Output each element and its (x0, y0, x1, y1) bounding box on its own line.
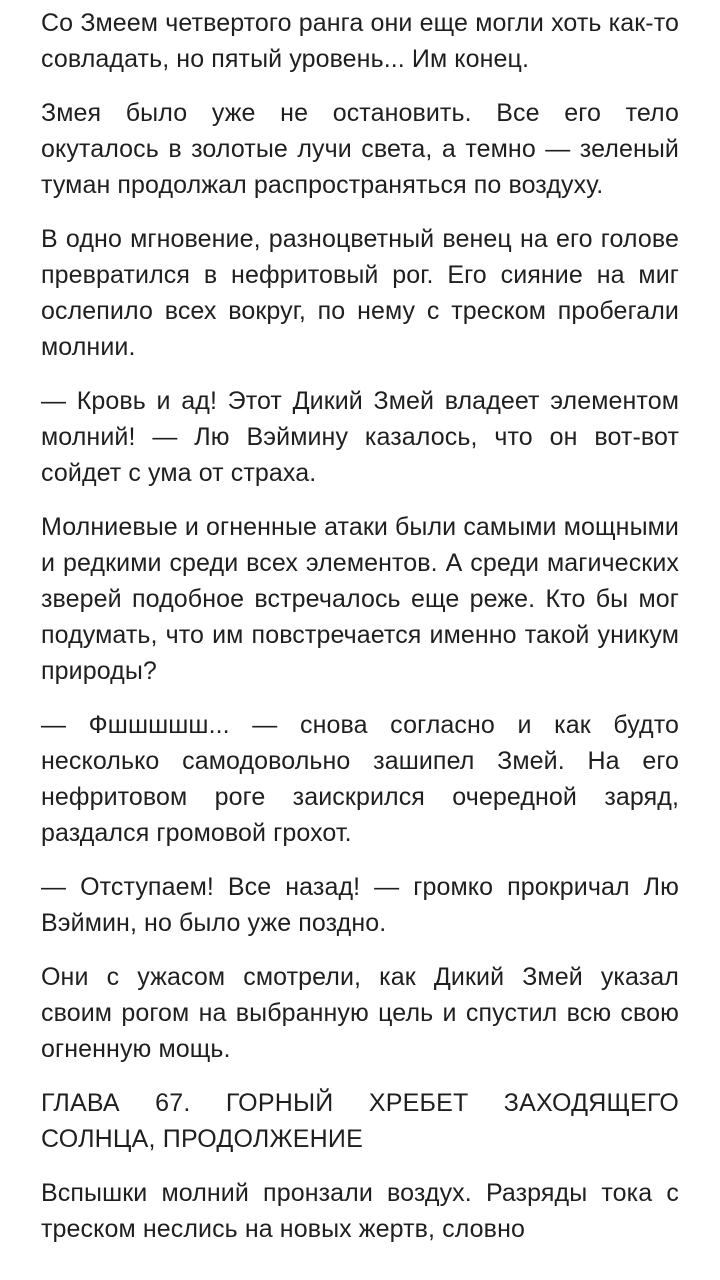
paragraph: Молниевые и огненные атаки были самыми мощными и редкими среди всех элементов. А среди магических зверей подобное встречалось еще реже. Кто бы мог подумать, что им повстречается именно такой уникум природы? (41, 513, 679, 685)
paragraph: Со Змеем четвертого ранга они еще могли хоть как-то совладать, но пятый уровень... Им конец. (41, 9, 679, 73)
paragraph: Вспышки молний пронзали воздух. Разряды тока с треском неслись на новых жертв, словно (41, 1179, 679, 1243)
reader-page[interactable] (41, 5, 679, 1265)
paragraph: Змея было уже не остановить. Все его тело окуталось в золотые лучи света, а темно — зеленый туман продолжал распространяться по воздуху. (41, 99, 679, 199)
paragraph: Они с ужасом смотрели, как Дикий Змей указал своим рогом на выбранную цель и спустил всю свою огненную мощь. (41, 963, 679, 1063)
paragraph: В одно мгновение, разноцветный венец на его голове превратился в нефритовый рог. Его сияние на миг ослепило всех вокруг, по нему с треском пробегали молнии. (41, 225, 679, 361)
paragraph: — Кровь и ад! Этот Дикий Змей владеет элементом молний! — Лю Вэймину казалось, что он вот-вот сойдет с ума от страха. (41, 387, 679, 487)
paragraph: — Фшшшшш... — снова согласно и как будто несколько самодовольно зашипел Змей. На его нефритовом роге заискрился очередной заряд, раздался громовой грохот. (41, 711, 679, 847)
paragraph: — Отступаем! Все назад! — громко прокричал Лю Вэймин, но было уже поздно. (41, 873, 679, 937)
chapter-heading: ГЛАВА 67. ГОРНЫЙ ХРЕБЕТ ЗАХОДЯЩЕГО СОЛНЦА, ПРОДОЛЖЕНИЕ (41, 1089, 679, 1153)
